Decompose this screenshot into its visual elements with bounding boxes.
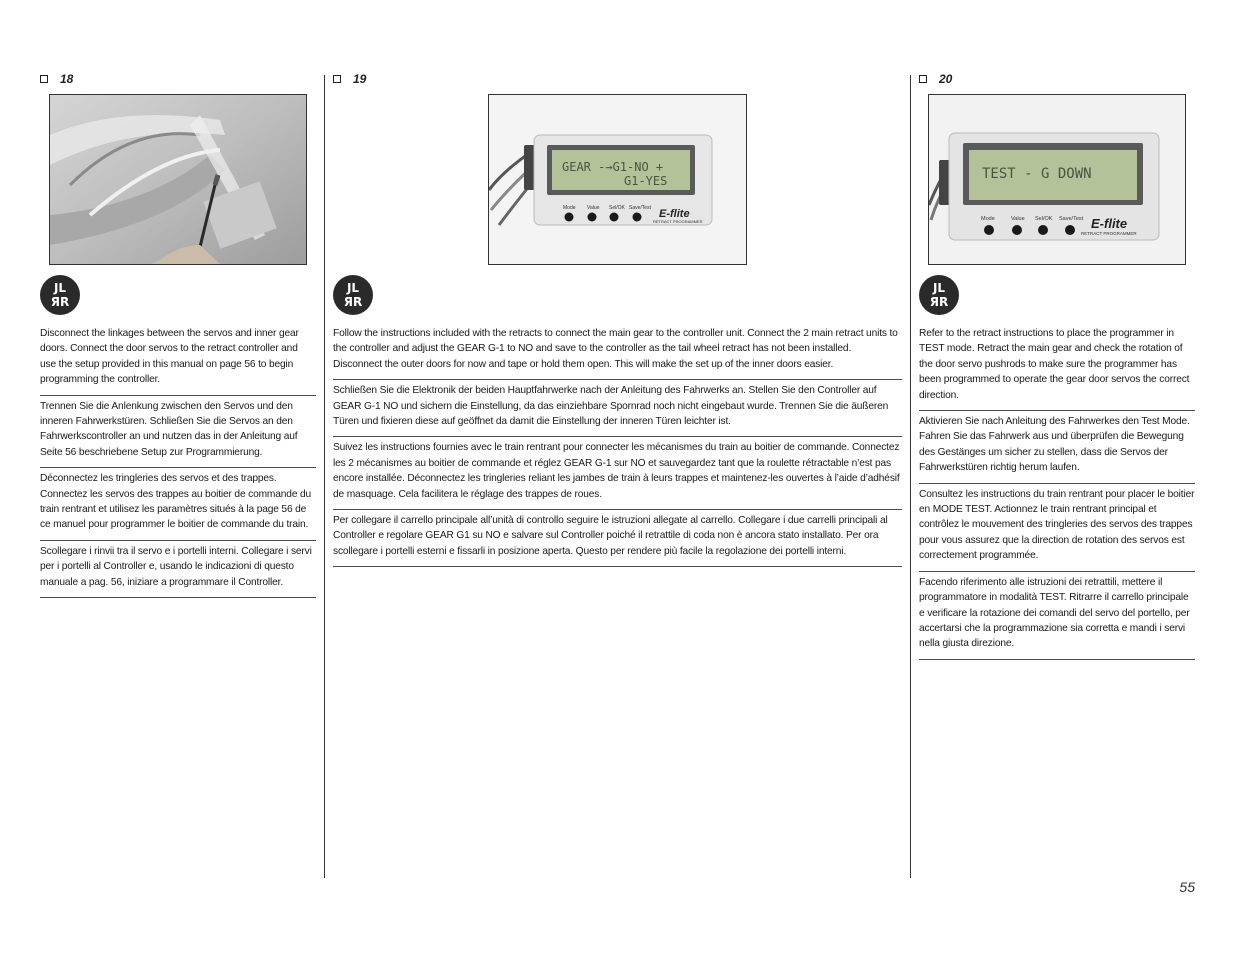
svg-text:Sel/OK: Sel/OK <box>609 205 625 211</box>
step-19-photo <box>488 94 747 265</box>
paragraph-de: Aktivieren Sie nach Anleitung des Fahrwerkes den Test Mode. Fahren Sie das Fahrwerk aus und überprüfen die Bewegung des Gestänges um sicher zu stellen, dass die Servos der Fahrwerkstüren richtig herum laufen. <box>919 411 1195 484</box>
svg-text:E-flite: E-flite <box>1091 216 1128 231</box>
svg-text:RETRACT PROGRAMMER: RETRACT PROGRAMMER <box>1081 231 1137 236</box>
svg-text:Mode: Mode <box>563 205 576 211</box>
jr-logo-18 <box>40 275 80 315</box>
svg-text:Value: Value <box>1011 216 1025 222</box>
programmer-test-photo <box>929 95 1185 264</box>
paragraph-fr: Consultez les instructions du train rentrant pour placer le boitier en MODE TEST. Actionnez le train rentrant principal et contrôlez le mouvement des tringleries des servos des trappes pour vous assurez que la direction de rotation des servos est correctement programmée. <box>919 484 1195 572</box>
svg-text:JL: JL <box>932 281 946 295</box>
jr-logo-19 <box>333 275 373 315</box>
svg-text:JL: JL <box>53 281 67 295</box>
paragraph-it: Facendo riferimento alle istruzioni dei retrattili, mettere il programmatore in modalità TEST. Ritrarre il carrello principale e verificare la rotazione dei comandi del servo del portello, per accertarsi che la programmazione sia corretta e mandi i servi nella giusta direzione. <box>919 572 1195 660</box>
step-20-photo <box>928 94 1186 265</box>
paragraph-en: Disconnect the linkages between the servos and inner gear doors. Connect the door servos to the retract controller and use the setup provided in this manual on page 56 to begin programming the controller. <box>40 326 316 396</box>
svg-text:Save/Test: Save/Test <box>1059 216 1084 222</box>
checkbox-icon[interactable] <box>919 75 927 83</box>
programmer-photo <box>489 95 746 264</box>
paragraph-en: Follow the instructions included with the retracts to connect the main gear to the controller unit. Connect the 2 main retract units to the controller and adjust the GEAR G-1 to NO and save to the controller as the tail wheel retract has not been installed. Disconnect the outer doors for now and tape or hold them open. This will make the set up of the inner doors easier. <box>333 326 902 380</box>
step-19-header <box>333 70 366 88</box>
step-18-text <box>40 326 316 598</box>
paragraph-en: Refer to the retract instructions to place the programmer in TEST mode. Retract the main gear and check the rotation of the door servo pushrods to make sure the programmer has been programmed to operate the gear door servos the correct direction. <box>919 326 1195 411</box>
svg-text:ЯR: ЯR <box>50 295 70 309</box>
paragraph-fr: Suivez les instructions fournies avec le train rentrant pour connecter les mécanismes du train au boitier de commande. Connectez les 2 mécanismes au boitier de commande et réglez GEAR G-1 sur NO et sauvegardez tant que la roulette rétractable n’est pas encore installée. Déconnectez les tringleries reliant les jambes de train à leurs trappes et maintenez-les ouvertes à l’aide d’adhésif de masquage. Cela facilitera le réglage des trappes de roues. <box>333 437 902 510</box>
paragraph-de: Trennen Sie die Anlenkung zwischen den Servos und den inneren Fahrwerkstüren. Schließen Sie die Servos an den Fahrwerkscontroller an und nutzen das in der Anleitung auf Seite 56 beschriebene Setup zur Programmierung. <box>40 396 316 469</box>
step-18-photo <box>49 94 307 265</box>
wing-servo-photo <box>50 95 306 264</box>
jr-logo-20 <box>919 275 959 315</box>
paragraph-it: Per collegare il carrello principale all’unità di controllo seguire le istruzioni allegate al carrello. Collegare i due carrelli principali al Controller e regolare GEAR G1 su NO e salvare sul Controller poiché il retrattile di coda non è ancora stato installato. Per ora scollegare i portelli esterni e fissarli in posizione aperta. Questo per rendere più facile la regolazione dei portelli interni. <box>333 510 902 567</box>
step-18-header <box>40 70 73 88</box>
svg-text:Sel/OK: Sel/OK <box>1035 216 1053 222</box>
step-number: 19 <box>353 72 367 86</box>
checkbox-icon[interactable] <box>40 75 48 83</box>
step-20-header <box>919 70 952 88</box>
svg-text:Value: Value <box>587 205 600 211</box>
svg-text:RETRACT PROGRAMMER: RETRACT PROGRAMMER <box>653 219 703 224</box>
lcd-line-1: TEST - G DOWN <box>982 166 1092 182</box>
svg-text:Mode: Mode <box>981 216 995 222</box>
step-number: 18 <box>60 72 74 86</box>
step-number: 20 <box>939 72 953 86</box>
column-divider <box>324 75 325 878</box>
svg-text:E-flite: E-flite <box>659 208 690 220</box>
svg-text:ЯR: ЯR <box>343 295 363 309</box>
checkbox-icon[interactable] <box>333 75 341 83</box>
page-number: 55 <box>1179 879 1195 895</box>
svg-text:ЯR: ЯR <box>929 295 949 309</box>
lcd-line-1: GEAR -→G1-NO + <box>562 160 664 174</box>
step-20-text <box>919 326 1195 660</box>
paragraph-it: Scollegare i rinvii tra il servo e i portelli interni. Collegare i servi per i portelli al Controller e, usando le indicazioni di questo manuale a pag. 56, iniziare a programmare il Controller. <box>40 541 316 598</box>
column-divider <box>910 75 911 878</box>
svg-text:Save/Test: Save/Test <box>629 205 651 211</box>
lcd-line-2: G1-YES <box>624 174 668 188</box>
step-19-text <box>333 326 902 567</box>
svg-text:JL: JL <box>346 281 360 295</box>
paragraph-fr: Déconnectez les tringleries des servos et des trappes. Connectez les servos des trappes au boitier de commande du train rentrant et utilisez les paramètres situés à la page 56 de ce manuel pour programmer le boitier de commande du train. <box>40 468 316 541</box>
paragraph-de: Schließen Sie die Elektronik der beiden Hauptfahrwerke nach der Anleitung des Fahrwerks an. Stellen Sie den Controller auf GEAR G-1 NO und sichern die Einstellung, da das einziehbare Spornrad noch nicht eingebaut wurde. Trennen Sie die äußeren Türen und fixieren diese auf geöffnet da damit die Einstellung der inneren Türen leichter ist. <box>333 380 902 437</box>
